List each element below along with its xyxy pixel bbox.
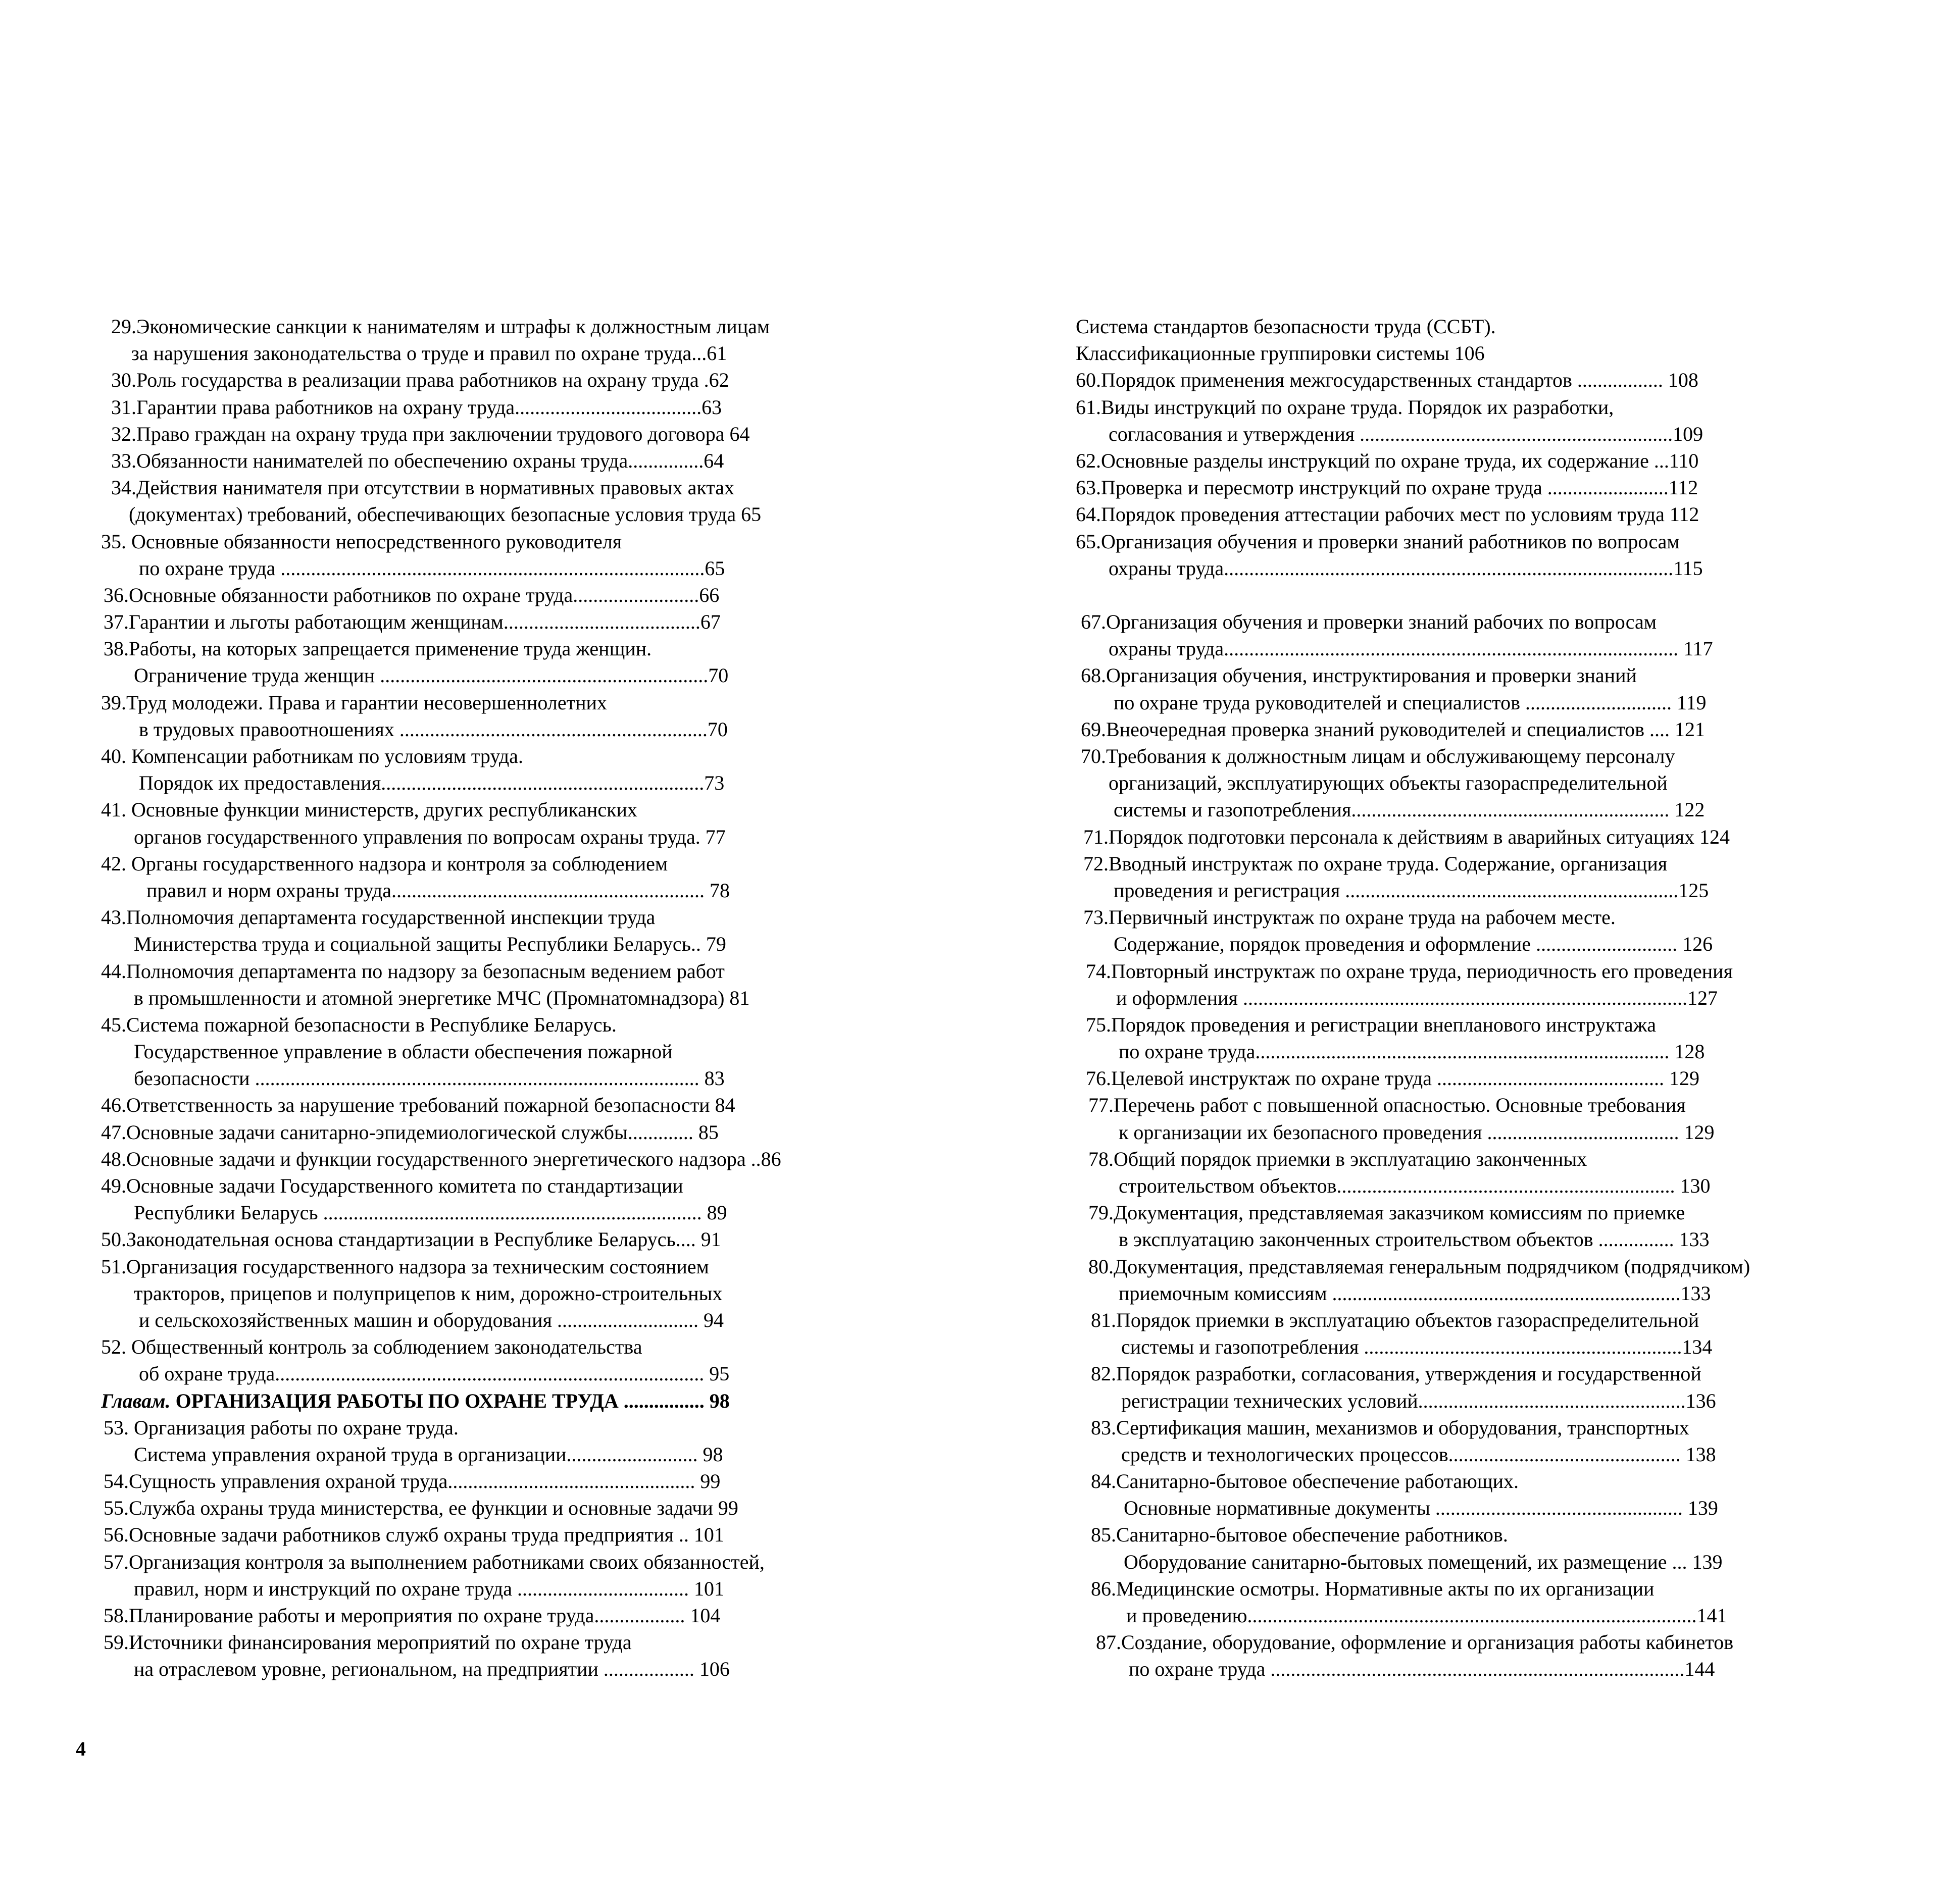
toc-entry: и сельскохозяйственных машин и оборудования ............................ 94 bbox=[139, 1308, 724, 1331]
toc-entry: по охране труда ....................................................................................65 bbox=[139, 556, 725, 580]
toc-entry: органов государственного управления по вопросам охраны труда. 77 bbox=[134, 825, 726, 848]
toc-entry: охраны труда.......................................................................................... 117 bbox=[1109, 637, 1713, 660]
toc-entry: тракторов, прицепов и полуприцепов к ним, дорожно-строительных bbox=[134, 1281, 723, 1305]
toc-entry: 69.Внеочередная проверка знаний руководителей и специалистов .... 121 bbox=[1081, 717, 1706, 741]
toc-entry: правил и норм охраны труда.............................................................. 78 bbox=[146, 879, 730, 902]
toc-entry: Порядок их предоставления................................................................73 bbox=[139, 771, 725, 795]
toc-entry: Республики Беларусь ........................................................................... 89 bbox=[134, 1201, 727, 1224]
toc-entry: Государственное управление в области обеспечения пожарной bbox=[134, 1040, 673, 1063]
toc-entry: 38.Работы, на которых запрещается применение труда женщин. bbox=[104, 637, 652, 660]
toc-entry: 74.Повторный инструктаж по охране труда, периодичность его проведения bbox=[1086, 959, 1733, 983]
toc-entry: 56.Основные задачи работников служб охраны труда предприятия .. 101 bbox=[104, 1523, 724, 1547]
toc-entry: в эксплуатацию законченных строительством объектов ............... 133 bbox=[1119, 1228, 1710, 1251]
toc-entry: 67.Организация обучения и проверки знаний рабочих по вопросам bbox=[1081, 610, 1657, 634]
toc-entry: 52. Общественный контроль за соблюдением законодательства bbox=[101, 1335, 642, 1359]
toc-entry: 57.Организация контроля за выполнением работниками своих обязанностей, bbox=[104, 1550, 765, 1573]
toc-entry: Система стандартов безопасности труда (ССБТ). bbox=[1076, 315, 1496, 338]
toc-entry: охраны труда.........................................................................................115 bbox=[1109, 556, 1703, 580]
toc-entry: 78.Общий порядок приемки в эксплуатацию законченных bbox=[1088, 1147, 1587, 1170]
toc-entry: 64.Порядок проведения аттестации рабочих мест по условиям труда 112 bbox=[1076, 503, 1699, 526]
toc-entry: 63.Проверка и пересмотр инструкций по охране труда ........................112 bbox=[1076, 476, 1698, 499]
toc-entry: и оформления ........................................................................................127 bbox=[1116, 986, 1718, 1009]
toc-entry: Главам. ОРГАНИЗАЦИЯ РАБОТЫ ПО ОХРАНЕ ТРУДА ................ 98 bbox=[101, 1389, 730, 1412]
toc-entry: Классификационные группировки системы 106 bbox=[1076, 342, 1485, 365]
toc-entry: системы и газопотребления ...............................................................134 bbox=[1121, 1335, 1713, 1359]
toc-entry: безопасности ........................................................................................ 83 bbox=[134, 1067, 725, 1090]
toc-entry: 44.Полномочия департамента по надзору за безопасным ведением работ bbox=[101, 959, 725, 983]
toc-entry: 54.Сущность управления охраной труда................................................. 99 bbox=[104, 1470, 721, 1493]
toc-entry: 79.Документация, представляемая заказчиком комиссиям по приемке bbox=[1088, 1201, 1685, 1224]
toc-entry: за нарушения законодательства о труде и правил по охране труда...61 bbox=[131, 342, 727, 365]
toc-entry: 43.Полномочия департамента государственной инспекции труда bbox=[101, 906, 656, 929]
toc-entry: об охране труда..................................................................................... 95 bbox=[139, 1362, 730, 1385]
toc-entry: и проведению.........................................................................................141 bbox=[1126, 1604, 1727, 1627]
toc-entry: по охране труда.................................................................................. 128 bbox=[1119, 1040, 1705, 1063]
toc-entry: 58.Планирование работы и мероприятия по охране труда.................. 104 bbox=[104, 1604, 721, 1627]
toc-entry: 77.Перечень работ с повышенной опасностью. Основные требования bbox=[1088, 1094, 1686, 1117]
toc-entry: 49.Основные задачи Государственного комитета по стандартизации bbox=[101, 1174, 683, 1197]
toc-entry: 87.Создание, оборудование, оформление и организация работы кабинетов bbox=[1096, 1631, 1734, 1654]
toc-entry: 70.Требования к должностным лицам и обслуживающему персоналу bbox=[1081, 745, 1675, 767]
toc-entry: 29.Экономические санкции к нанимателям и штрафы к должностным лицам bbox=[111, 315, 770, 338]
toc-entry: регистрации технических условий.....................................................136 bbox=[1121, 1389, 1716, 1412]
toc-entry: 80.Документация, представляемая генеральным подрядчиком (подрядчиком) bbox=[1088, 1255, 1750, 1278]
toc-entry: 42. Органы государственного надзора и контроля за соблюдением bbox=[101, 852, 668, 875]
toc-entry: средств и технологических процессов.............................................. 138 bbox=[1121, 1443, 1716, 1466]
toc-entry: 35. Основные обязанности непосредственного руководителя bbox=[101, 530, 622, 553]
toc-entry: согласования и утверждения ..............................................................109 bbox=[1109, 422, 1703, 445]
toc-entry: на отраслевом уровне, региональном, на предприятии .................. 106 bbox=[134, 1658, 730, 1681]
toc-entry: в промышленности и атомной энергетике МЧС (Промнатомнадзора) 81 bbox=[134, 986, 750, 1009]
toc-entry: 30.Роль государства в реализации права работников на охрану труда .62 bbox=[111, 369, 729, 392]
toc-entry: в трудовых правоотношениях .............................................................70 bbox=[139, 717, 728, 741]
toc-entry: 72.Вводный инструктаж по охране труда. Содержание, организация bbox=[1083, 852, 1668, 875]
toc-entry: 84.Санитарно-бытовое обеспечение работающих. bbox=[1091, 1470, 1519, 1493]
toc-entry: 71.Порядок подготовки персонала к действиям в аварийных ситуациях 124 bbox=[1083, 825, 1730, 848]
toc-entry: 76.Целевой инструктаж по охране труда ............................................. 129 bbox=[1086, 1067, 1699, 1090]
toc-entry: 61.Виды инструкций по охране труда. Порядок их разработки, bbox=[1076, 395, 1614, 419]
toc-entry: 39.Труд молодежи. Права и гарантии несовершеннолетних bbox=[101, 691, 607, 714]
toc-entry: Система управления охраной труда в организации.......................... 98 bbox=[134, 1443, 723, 1466]
toc-entry: 59.Источники финансирования мероприятий по охране труда bbox=[104, 1631, 632, 1654]
toc-entry: правил, норм и инструкций по охране труда .................................. 101 bbox=[134, 1577, 724, 1600]
toc-entry: 75.Порядок проведения и регистрации внепланового инструктажа bbox=[1086, 1013, 1656, 1036]
toc-entry: приемочным комиссиям .....................................................................133 bbox=[1119, 1281, 1711, 1305]
toc-entry: 31.Гарантии права работников на охрану труда.....................................63 bbox=[111, 395, 722, 419]
toc-entry: строительством объектов................................................................... 130 bbox=[1119, 1174, 1711, 1197]
toc-entry: 68.Организация обучения, инструктирования и проверки знаний bbox=[1081, 664, 1637, 687]
toc-entry: 36.Основные обязанности работников по охране труда.........................66 bbox=[104, 583, 720, 606]
toc-entry: 51.Организация государственного надзора за техническим состоянием bbox=[101, 1255, 709, 1278]
toc-entry: 47.Основные задачи санитарно-эпидемиологической службы............. 85 bbox=[101, 1120, 719, 1144]
toc-entry: проведения и регистрация ..................................................................125 bbox=[1114, 879, 1709, 902]
toc-entry: по охране труда ..................................................................................144 bbox=[1129, 1658, 1715, 1681]
toc-right-column bbox=[1076, 313, 1904, 1683]
toc-entry: к организации их безопасного проведения ...................................... 129 bbox=[1119, 1120, 1715, 1144]
toc-entry: системы и газопотребления............................................................... 122 bbox=[1114, 798, 1705, 821]
toc-entry: Министерства труда и социальной защиты Республики Беларусь.. 79 bbox=[134, 933, 726, 956]
toc-entry: 55.Служба охраны труда министерства, ее функции и основные задачи 99 bbox=[104, 1497, 738, 1520]
toc-entry: 82.Порядок разработки, согласования, утверждения и государственной bbox=[1091, 1362, 1701, 1385]
toc-entry: 73.Первичный инструктаж по охране труда на рабочем месте. bbox=[1083, 906, 1616, 929]
toc-entry: 33.Обязанности нанимателей по обеспечению охраны труда...............64 bbox=[111, 449, 724, 472]
toc-entry: Содержание, порядок проведения и оформление ............................ 126 bbox=[1114, 933, 1713, 956]
toc-entry: 48.Основные задачи и функции государственного энергетического надзора ..86 bbox=[101, 1147, 781, 1170]
toc-entry: 81.Порядок приемки в эксплуатацию объектов газораспределительной bbox=[1091, 1308, 1699, 1331]
toc-entry: Оборудование санитарно-бытовых помещений, их размещение ... 139 bbox=[1124, 1550, 1723, 1573]
toc-entry: по охране труда руководителей и специалистов ............................. 119 bbox=[1114, 691, 1707, 714]
toc-entry: 53. Организация работы по охране труда. bbox=[104, 1416, 459, 1439]
toc-entry: Ограничение труда женщин .................................................................70 bbox=[134, 664, 729, 687]
toc-entry: 83.Сертификация машин, механизмов и оборудования, транспортных bbox=[1091, 1416, 1689, 1439]
toc-entry: 41. Основные функции министерств, других республиканских bbox=[101, 798, 637, 821]
toc-entry: 62.Основные разделы инструкций по охране труда, их содержание ...110 bbox=[1076, 449, 1699, 472]
toc-entry: организаций, эксплуатирующих объекты газораспределительной bbox=[1109, 771, 1668, 795]
toc-entry: 32.Право граждан на охрану труда при заключении трудового договора 64 bbox=[111, 422, 750, 445]
toc-entry: 40. Компенсации работникам по условиям труда. bbox=[101, 745, 523, 767]
toc-entry: 46.Ответственность за нарушение требований пожарной безопасности 84 bbox=[101, 1094, 735, 1117]
toc-entry: 85.Санитарно-бытовое обеспечение работников. bbox=[1091, 1523, 1508, 1547]
toc-entry: 86.Медицинские осмотры. Нормативные акты по их организации bbox=[1091, 1577, 1655, 1600]
page-number: 4 bbox=[76, 1737, 86, 1760]
toc-entry: 37.Гарантии и льготы работающим женщинам.......................................67 bbox=[104, 610, 721, 634]
toc-entry: 34.Действия нанимателя при отсутствии в нормативных правовых актах bbox=[111, 476, 734, 499]
toc-entry: 50.Законодательная основа стандартизации в Республике Беларусь.... 91 bbox=[101, 1228, 721, 1251]
toc-entry: 65.Организация обучения и проверки знаний работников по вопросам bbox=[1076, 530, 1680, 553]
toc-entry: 60.Порядок применения межгосударственных стандартов ................. 108 bbox=[1076, 369, 1698, 392]
toc-left-column bbox=[101, 313, 904, 1683]
toc-entry bbox=[1076, 582, 1904, 608]
toc-entry: (документах) требований, обеспечивающих безопасные условия труда 65 bbox=[129, 503, 762, 526]
toc-entry: 45.Система пожарной безопасности в Республике Беларусь. bbox=[101, 1013, 617, 1036]
toc-entry: Основные нормативные документы ................................................. 139 bbox=[1124, 1497, 1718, 1520]
